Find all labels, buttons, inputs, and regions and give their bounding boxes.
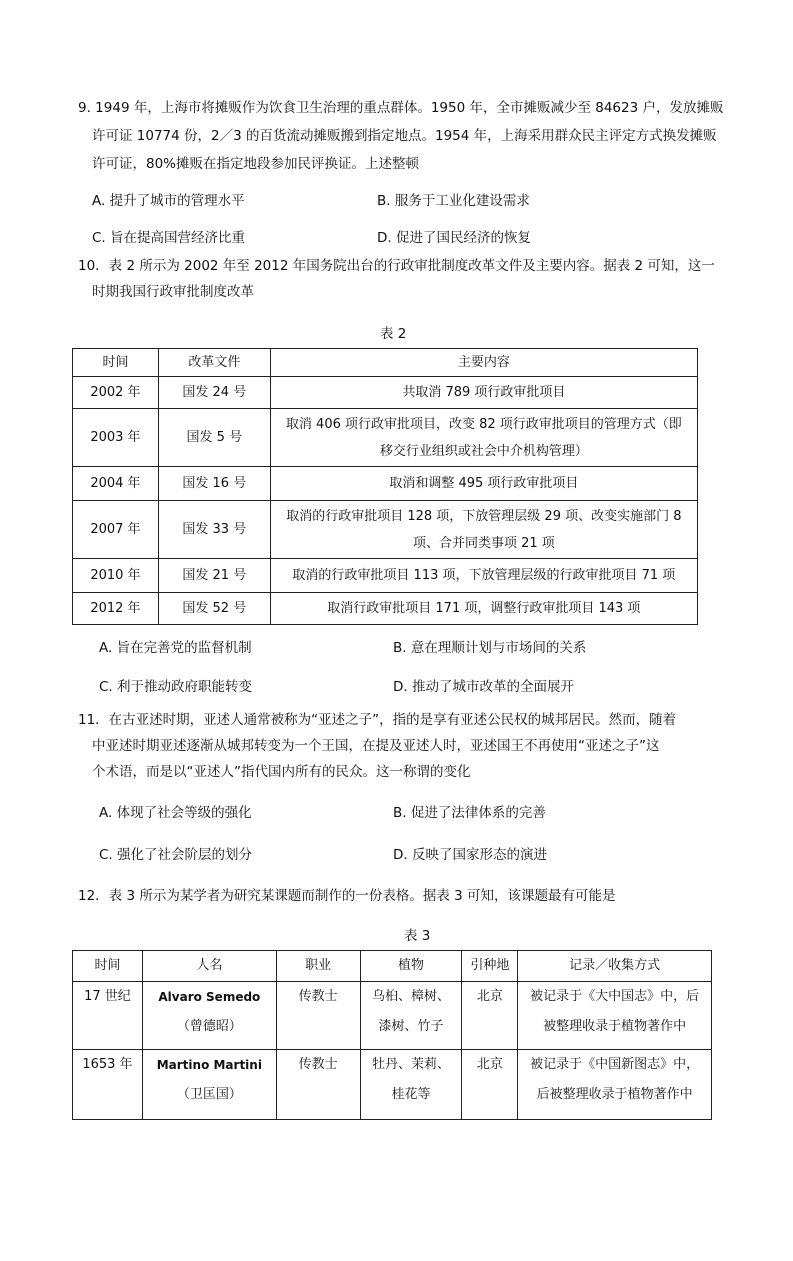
- q10-option-b[interactable]: B. 意在理顺计划与市场间的关系: [393, 640, 587, 656]
- cell-name-cn: （曾德昭）: [176, 1019, 242, 1034]
- cell-doc: 国发 52 号: [158, 593, 270, 625]
- table2-caption: 表 2: [380, 326, 407, 342]
- cell-plant: [360, 1050, 462, 1120]
- cell-plant-line1: 乌桕、樟树、: [372, 989, 451, 1004]
- cell-time: 17 世纪: [73, 982, 143, 1050]
- cell-time: 2002 年: [73, 377, 159, 409]
- cell-place: 北京: [462, 982, 518, 1050]
- cell-doc: 国发 5 号: [158, 409, 270, 467]
- q11-line3: 个术语，而是以“亚述人”指代国内所有的民众。这一称谓的变化: [92, 764, 471, 780]
- q11-line1: 11．在古亚述时期，亚述人通常被称为“亚述之子”，指的是享有亚述公民权的城邦居民。然而，随着: [78, 712, 677, 728]
- q9-line2: 许可证 10774 份，2／3 的百货流动摊贩搬到指定地点。1954 年，上海采用群众民主评定方式换发摊贩: [92, 128, 717, 144]
- table-header-row: [73, 349, 698, 377]
- header-record: 记录／收集方式: [518, 951, 712, 982]
- q11-option-d[interactable]: D. 反映了国家形态的演进: [393, 847, 547, 863]
- header-content: 主要内容: [270, 349, 697, 377]
- cell-plant-line2: 桂花等: [391, 1087, 431, 1102]
- cell-content: 共取消 789 项行政审批项目: [270, 377, 697, 409]
- q10-option-d[interactable]: D. 推动了城市改革的全面展开: [393, 679, 574, 695]
- cell-content-line2: 移交行业组织或社会中介机构管理）: [379, 443, 588, 459]
- q9-option-a[interactable]: A. 提升了城市的管理水平: [92, 193, 245, 209]
- cell-job: 传教士: [276, 1050, 360, 1120]
- cell-content: 取消的行政审批项目 113 项，下放管理层级的行政审批项目 71 项: [270, 559, 697, 593]
- q11-option-b[interactable]: B. 促进了法律体系的完善: [393, 805, 546, 821]
- cell-content: [270, 409, 697, 467]
- cell-content: 取消行政审批项目 171 项，调整行政审批项目 143 项: [270, 593, 697, 625]
- header-time: 时间: [73, 951, 143, 982]
- table-row: [73, 559, 698, 593]
- table-row: [73, 982, 712, 1050]
- q11-option-a[interactable]: A. 体现了社会等级的强化: [99, 805, 252, 821]
- q10-option-a[interactable]: A. 旨在完善党的监督机制: [99, 640, 252, 656]
- q12-line1: 12．表 3 所示为某学者为研究某课题而制作的一份表格。据表 3 可知，该课题最有可能是: [78, 888, 616, 904]
- table-row: [73, 593, 698, 625]
- cell-doc: 国发 21 号: [158, 559, 270, 593]
- q9-option-d[interactable]: D. 促进了国民经济的恢复: [377, 230, 531, 246]
- cell-content: [270, 501, 697, 559]
- cell-content: 取消和调整 495 项行政审批项目: [270, 467, 697, 501]
- cell-name-en: Martino Martini: [156, 1058, 262, 1072]
- q11-line2: 中亚述时期亚述逐渐从城邦转变为一个王国，在提及亚述人时，亚述国王不再使用“亚述之子”这: [92, 738, 660, 754]
- q9-line1: 9. 1949 年，上海市将摊贩作为饮食卫生治理的重点群体。1950 年，全市摊贩减少至 84623 户，发放摊贩: [78, 100, 724, 116]
- cell-record-line2: 后被整理收录于植物著作中: [536, 1087, 693, 1102]
- cell-time: 2010 年: [73, 559, 159, 593]
- table-row: [73, 467, 698, 501]
- header-plant: 植物: [360, 951, 462, 982]
- q10-line1: 10．表 2 所示为 2002 年至 2012 年国务院出台的行政审批制度改革文件及主要内容。据表 2 可知，这一: [78, 258, 715, 274]
- cell-plant-line1: 牡丹、茉莉、: [372, 1057, 451, 1072]
- cell-time: 2003 年: [73, 409, 159, 467]
- cell-record-line1: 被记录于《中国新图志》中，: [530, 1057, 700, 1072]
- cell-content-line1: 取消的行政审批项目 128 项，下放管理层级 29 项、改变实施部门 8: [286, 508, 682, 524]
- cell-plant: [360, 982, 462, 1050]
- table-header-row: [73, 951, 712, 982]
- table-row: [73, 501, 698, 559]
- cell-time: 2007 年: [73, 501, 159, 559]
- table-row: [73, 1050, 712, 1120]
- header-doc: 改革文件: [158, 349, 270, 377]
- table-row: [73, 377, 698, 409]
- q9-option-c[interactable]: C. 旨在提高国营经济比重: [92, 230, 246, 246]
- cell-name: [142, 1050, 276, 1120]
- cell-record-line2: 被整理收录于植物著作中: [543, 1019, 687, 1034]
- q11-option-c[interactable]: C. 强化了社会阶层的划分: [99, 847, 253, 863]
- header-name: 人名: [142, 951, 276, 982]
- q10-line2: 时期我国行政审批制度改革: [92, 284, 254, 300]
- cell-place: 北京: [462, 1050, 518, 1120]
- table3-caption: 表 3: [404, 928, 431, 944]
- cell-plant-line2: 漆树、竹子: [378, 1019, 444, 1034]
- table-3: [72, 950, 712, 1120]
- table-2: [72, 348, 698, 625]
- cell-name-en: Alvaro Semedo: [158, 990, 261, 1004]
- cell-job: 传教士: [276, 982, 360, 1050]
- cell-name-cn: （卫匡国）: [176, 1087, 242, 1102]
- cell-time: 2004 年: [73, 467, 159, 501]
- header-place: 引种地: [462, 951, 518, 982]
- cell-record-line1: 被记录于《大中国志》中，后: [530, 989, 700, 1004]
- q10-option-c[interactable]: C. 利于推动政府职能转变: [99, 679, 253, 695]
- cell-time: 1653 年: [73, 1050, 143, 1120]
- cell-name: [142, 982, 276, 1050]
- cell-record: [518, 982, 712, 1050]
- cell-time: 2012 年: [73, 593, 159, 625]
- cell-doc: 国发 33 号: [158, 501, 270, 559]
- cell-doc: 国发 16 号: [158, 467, 270, 501]
- q9-line3: 许可证，80%摊贩在指定地段参加民评换证。上述整顿: [92, 156, 420, 172]
- cell-doc: 国发 24 号: [158, 377, 270, 409]
- header-job: 职业: [276, 951, 360, 982]
- header-time: 时间: [73, 349, 159, 377]
- cell-content-line2: 项、合并同类事项 21 项: [412, 535, 555, 551]
- cell-content-line1: 取消 406 项行政审批项目，改变 82 项行政审批项目的管理方式（即: [285, 416, 682, 432]
- cell-record: [518, 1050, 712, 1120]
- table-row: [73, 409, 698, 467]
- q9-option-b[interactable]: B. 服务于工业化建设需求: [377, 193, 530, 209]
